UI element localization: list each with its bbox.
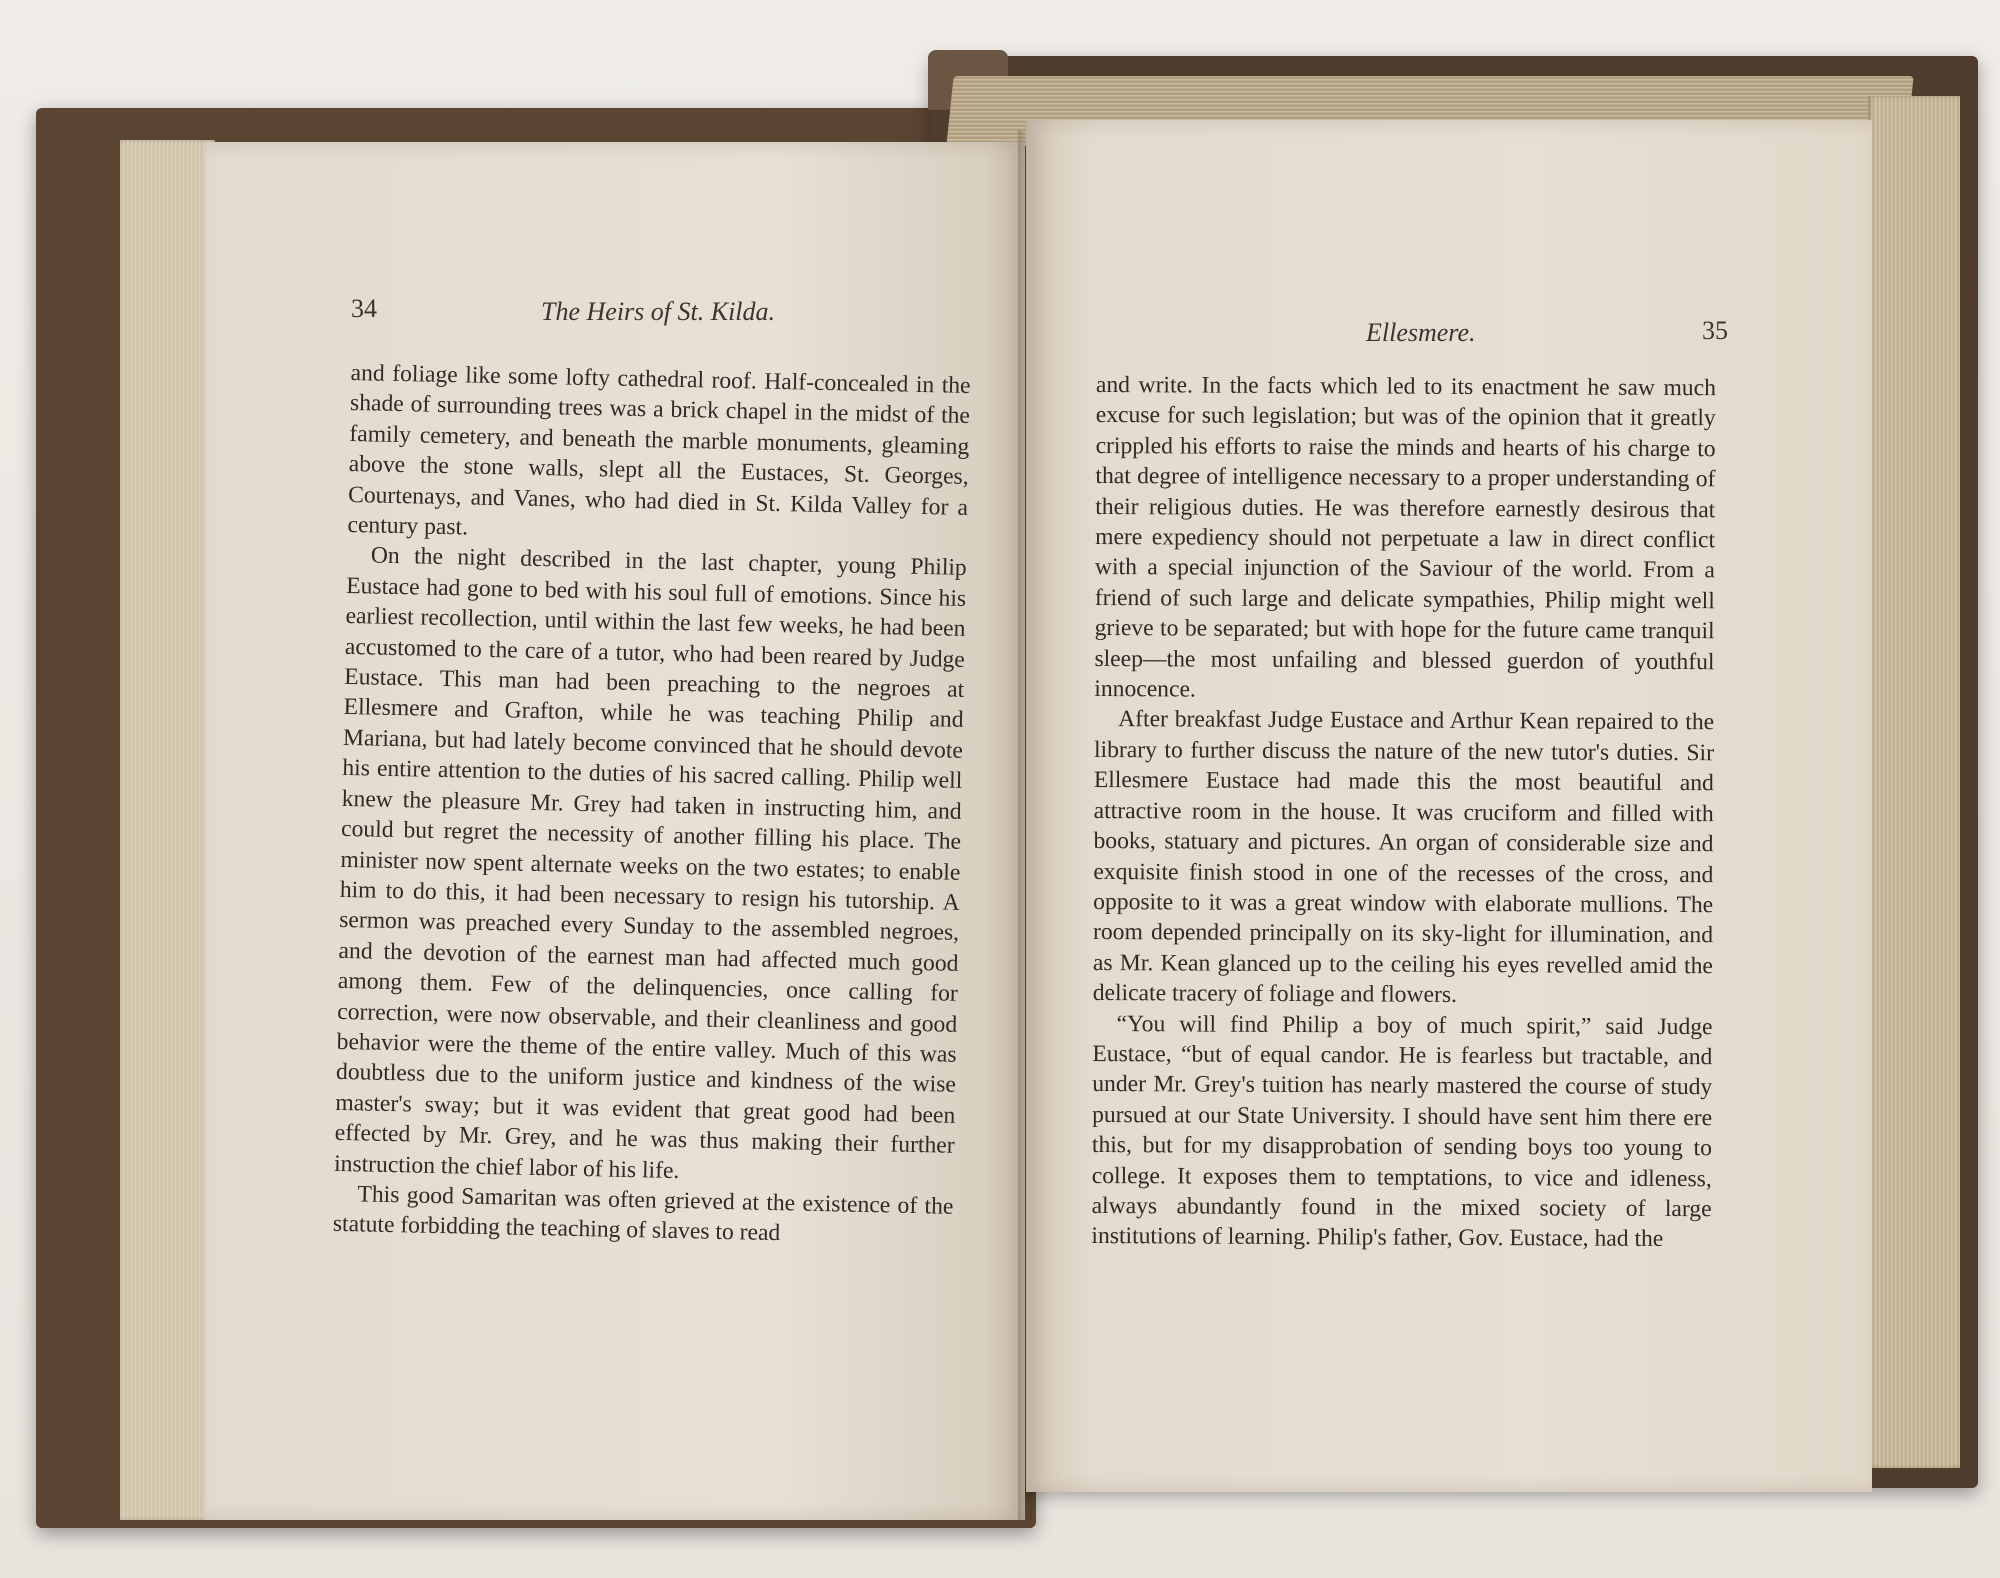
right-paragraph: and write. In the facts which led to its enactment he saw much excuse for such legislation; but was of the opinion that it greatly crippled his efforts to raise the minds and hearts of his charge to that degree of intelligence necessary to a proper understanding of their religious duties. He was therefore earnestly desirous that mere expediency should not perpetuate a law in direct conflict with a special injunction of the Saviour of the world. From a friend of such large and delicate sympathies, Philip might well grieve to be separated; but with hope for the future came tranquil sleep—the most unfailing and blessed guerdon of youthful innocence. <box>1094 371 1716 703</box>
right-paragraph: “You will find Philip a boy of much spirit,” said Judge Eustace, “but of equal candor. He is fearless but tractable, and under Mr. Grey's tuition has nearly mastered the course of study pursued at our State University. I should have sent him there ere this, but for my disapprobation of sending boys too young to college. It exposes them to temptations, to vice and idleness, always abundantly found in the mixed society of large institutions of learning. Philip's father, Gov. Eustace, had the <box>1091 1010 1713 1253</box>
left-page-number: 34 <box>351 294 377 323</box>
right-body-text <box>1091 370 1716 1255</box>
left-running-title: The Heirs of St. Kilda. <box>541 297 776 326</box>
page-stack-left <box>120 140 215 1520</box>
left-paragraph: This good Samaritan was often grieved at the existence of the statute forbidding the teaching of slaves to read <box>332 1181 954 1247</box>
left-paragraph: and foliage like some lofty cathedral roof. Half-concealed in the shade of surrounding trees was a brick chapel in the midst of the family cemetery, and beneath the marble monuments, gleaming above the stone walls, slept all the Eustaces, St. Georges, Courtenays, and Vanes, who had died in St. Kilda Valley for a century past. <box>347 359 971 541</box>
left-page <box>205 142 1025 1520</box>
right-paragraph: After breakfast Judge Eustace and Arthur Kean repaired to the library to further discuss the nature of the new tutor's duties. Sir Ellesmere Eustace had made this the most beautiful and attractive room in the house. It was cruciform and filled with books, statuary and pictures. An organ of considerable size and exquisite finish stood in one of the recesses of the cross, and opposite to it was a great window with elaborate mullions. The room depended principally on its sky-light for illumination, and as Mr. Kean glanced up to the ceiling his eyes revelled amid the delicate tracery of foliage and flowers. <box>1092 706 1715 1009</box>
right-running-title: Ellesmere. <box>1366 318 1476 347</box>
left-paragraph: On the night described in the last chapter, young Philip Eustace had gone to bed with his soul full of emotions. Since his earliest recollection, until within the last few weeks, he had been accustomed to the care of a tutor, who had been reared by Judge Eustace. This man had been preaching to the negroes at Ellesmere and Grafton, while he was teaching Philip and Mariana, but had lately become convinced that he should devote his entire attention to the duties of his sacred calling. Philip well knew the pleasure Mr. Grey had taken in instructing him, and could but regret the necessity of another filling his place. The minister now spent alternate weeks on the two estates; to enable him to do this, it had been necessary to resign his tutorship. A sermon was preached every Sunday to the assembled negroes, and the devotion of the earnest man had affected much good among them. Few of the delinquencies, once calling for correction, were now observable, and their cleanliness and good behavior were the theme of the entire valley. Much of this was doubtless due to the uniform justice and kindness of the wise master's sway; but it was evident that great good had been effected by Mr. Grey, and he was thus making their further instruction the chief labor of his life. <box>333 542 968 1184</box>
right-page <box>1026 120 1872 1492</box>
page-stack-right <box>1868 96 1960 1468</box>
left-body-text <box>333 358 971 1253</box>
right-page-number: 35 <box>1702 316 1728 345</box>
